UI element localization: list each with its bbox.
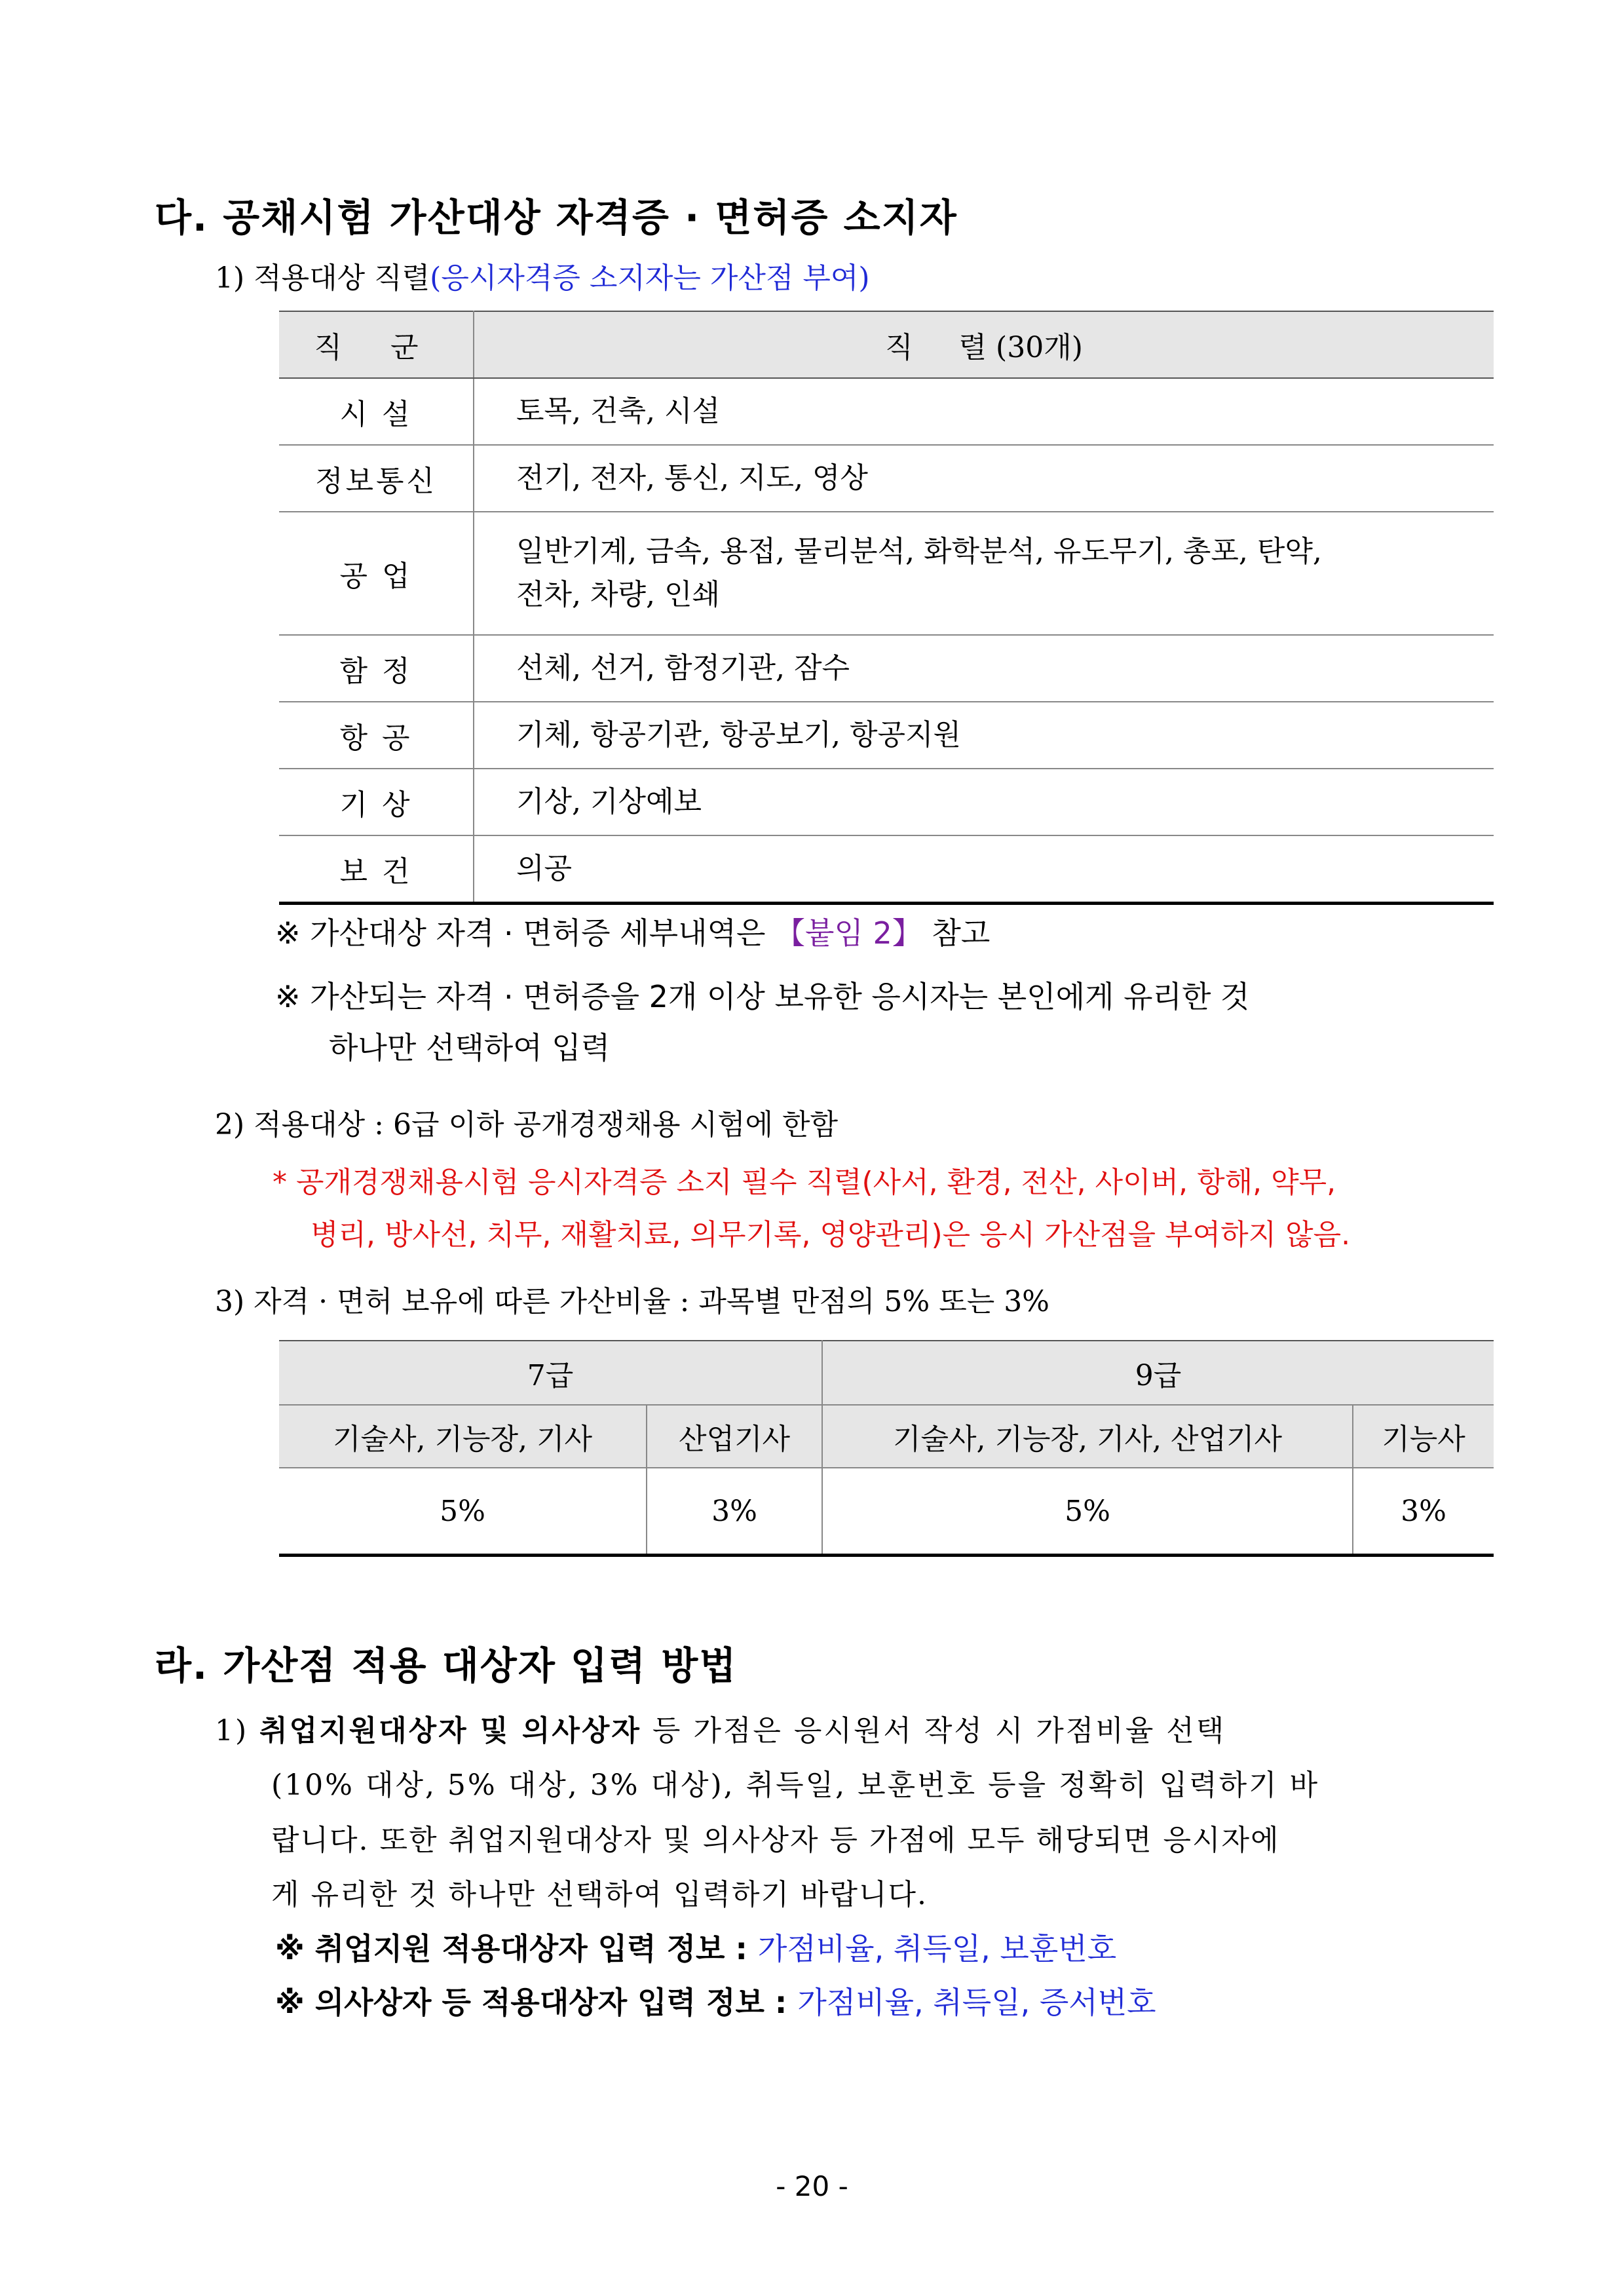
series-cell: 선체, 선거, 함정기관, 잠수 (474, 635, 1494, 702)
item2-note-line2: 병리, 방사선, 치무, 재활치료, 의무기록, 영양관리)은 응시 가산점을 부여하지 않음. (311, 1218, 1351, 1252)
note-attachment (275, 909, 990, 953)
section-title-e: 라. 가산점 적용 대상자 입력 방법 (155, 1643, 738, 1688)
group-cell: 보 건 (279, 835, 474, 904)
item2-line: 2) 적용대상 : 6급 이하 공개경쟁채용 시험에 한함 (215, 1108, 838, 1141)
table-row (279, 445, 1494, 512)
table-row (279, 512, 1494, 635)
note-multi-license-line2: 하나만 선택하여 입력 (329, 1030, 611, 1065)
page-number: - 20 - (776, 2170, 848, 2202)
group-cell: 정보통신 (279, 445, 474, 512)
header-group: 직 군 (279, 311, 474, 378)
item1-line (215, 254, 870, 296)
grade9-header: 9급 (822, 1341, 1494, 1405)
col-header: 기술사, 기능장, 기사 (279, 1405, 647, 1468)
item3-line: 3) 자격 · 면허 보유에 따른 가산비율 : 과목별 만점의 5% 또는 3% (215, 1285, 1049, 1318)
group-cell: 시 설 (279, 378, 474, 445)
note-casualty-input (275, 1979, 1156, 2022)
group-cell: 공 업 (279, 512, 474, 635)
ratio-cell: 3% (1353, 1468, 1494, 1556)
table-row (279, 635, 1494, 702)
p1-num: 1) (215, 1714, 260, 1748)
note-label: ※ 취업지원 적용대상자 입력 정보 : (275, 1931, 758, 1966)
series-cell: 기상, 기상예보 (474, 769, 1494, 835)
ratio-cell: 5% (279, 1468, 647, 1556)
series-line: 전차, 차량, 인쇄 (516, 578, 720, 611)
note-value: 가점비율, 취득일, 보훈번호 (757, 1931, 1117, 1966)
note-multi-license-line1: ※ 가산되는 자격 · 면허증을 2개 이상 보유한 응시자는 본인에게 유리한 것 (275, 979, 1250, 1014)
group-cell: 항 공 (279, 702, 474, 769)
series-line: 일반기계, 금속, 용접, 물리분석, 화학분석, 유도무기, 총포, 탄약, (516, 535, 1322, 568)
group-cell: 함 정 (279, 635, 474, 702)
note-text: 참고 (922, 915, 991, 951)
ratio-cell: 5% (822, 1468, 1353, 1556)
p1-line2: (10% 대상, 5% 대상, 3% 대상), 취득일, 보훈번호 등을 정확히 입력하기 바 (271, 1769, 1320, 1802)
ratio-table (279, 1340, 1494, 1557)
item1-paren: (응시자격증 소지자는 가산점 부여) (430, 261, 870, 295)
group-cell: 기 상 (279, 769, 474, 835)
table-row (279, 702, 1494, 769)
series-cell: 의공 (474, 835, 1494, 904)
table-row (279, 769, 1494, 835)
note-text: ※ 가산대상 자격 · 면허증 세부내역은 (275, 915, 776, 951)
p1-bold: 취업지원대상자 및 의사상자 (259, 1714, 641, 1748)
item2-note-line1: * 공개경쟁채용시험 응시자격증 소지 필수 직렬(사서, 환경, 전산, 사이버, 항해, 약무, (273, 1166, 1336, 1199)
table-row (279, 835, 1494, 904)
series-cell: 토목, 건축, 시설 (474, 378, 1494, 445)
section-title-d: 다. 공채시험 가산대상 자격증 · 면허증 소지자 (155, 195, 958, 240)
series-table (279, 311, 1494, 905)
p1-rest: 등 가점은 응시원서 작성 시 가점비율 선택 (641, 1714, 1226, 1748)
series-cell: 전기, 전자, 통신, 지도, 영상 (474, 445, 1494, 512)
p1-line1 (215, 1707, 1226, 1749)
attachment-ref: 【붙임 2】 (775, 915, 922, 951)
col-header: 기능사 (1353, 1405, 1494, 1468)
header-series: 직 렬 (30개) (474, 311, 1494, 378)
col-header: 기술사, 기능장, 기사, 산업기사 (822, 1405, 1353, 1468)
note-label: ※ 의사상자 등 적용대상자 입력 정보 : (275, 1985, 798, 2020)
p1-line4: 게 유리한 것 하나만 선택하여 입력하기 바랍니다. (271, 1878, 928, 1911)
series-cell: 기체, 항공기관, 항공보기, 항공지원 (474, 702, 1494, 769)
ratio-cell: 3% (647, 1468, 822, 1556)
p1-line3: 랍니다. 또한 취업지원대상자 및 의사상자 등 가점에 모두 해당되면 응시자에 (271, 1824, 1280, 1857)
note-value: 가점비율, 취득일, 증서번호 (797, 1985, 1156, 2020)
grade7-header: 7급 (279, 1341, 822, 1405)
col-header: 산업기사 (647, 1405, 822, 1468)
table-row (279, 378, 1494, 445)
item1-prefix: 1) 적용대상 직렬 (215, 261, 430, 295)
series-cell (474, 512, 1494, 635)
note-veteran-input (275, 1925, 1116, 1968)
